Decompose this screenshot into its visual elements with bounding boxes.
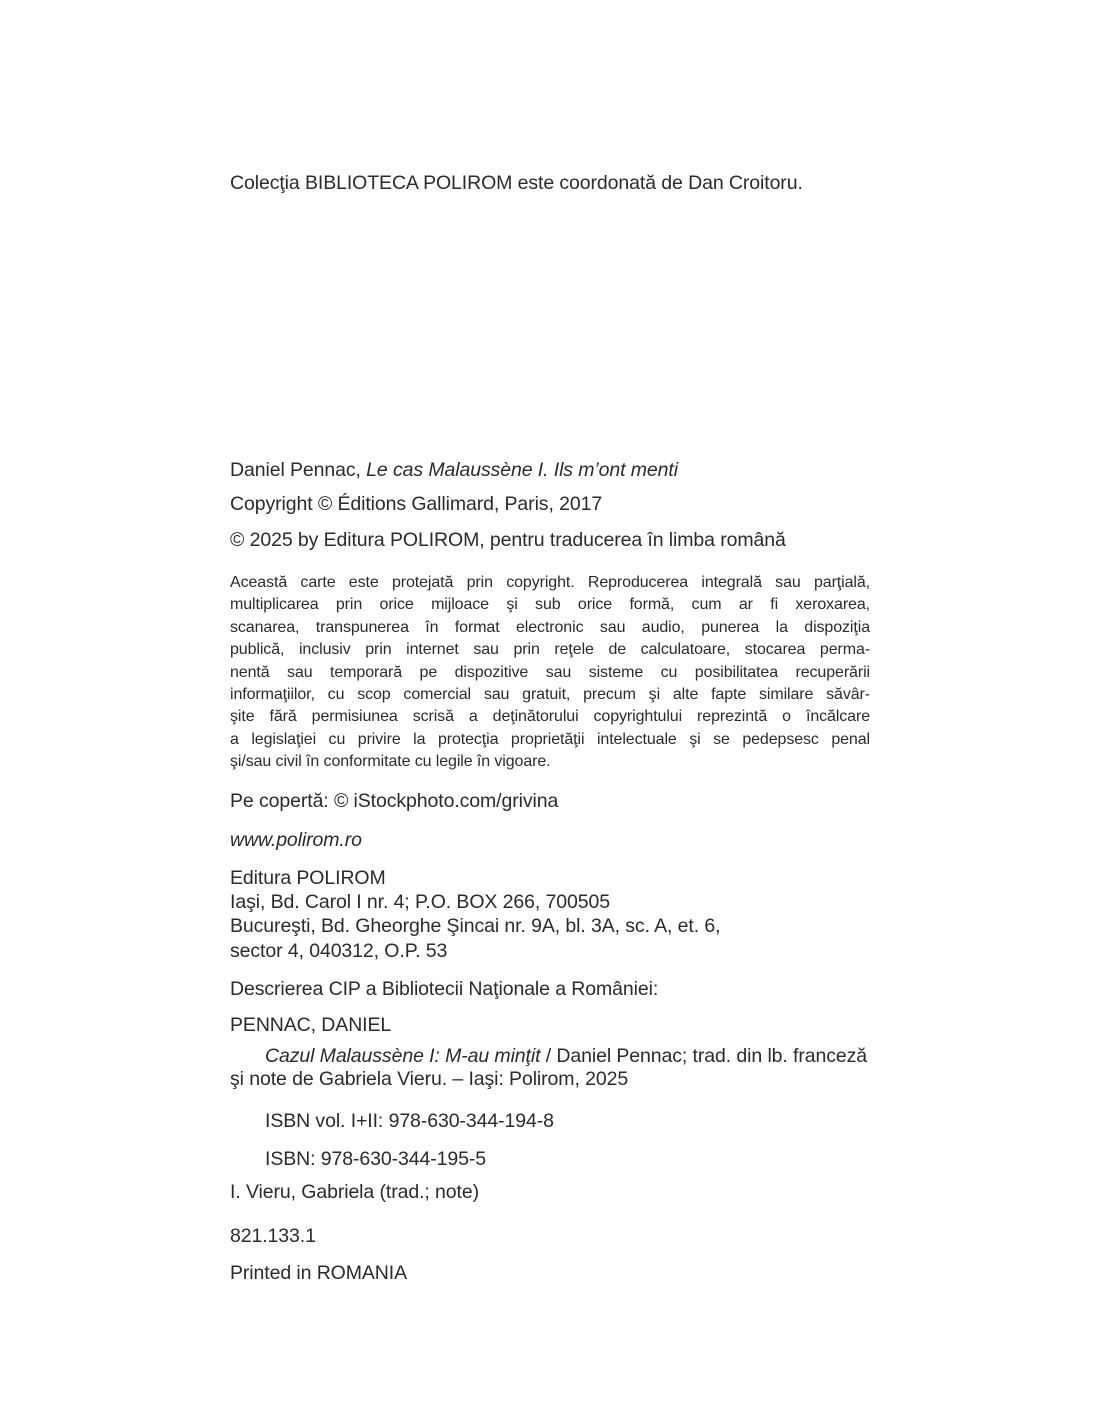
legal-notice (230, 572, 870, 774)
legal-notice-line: scanarea, transpunerea în format electronic sau audio, punerea la dispoziţia (230, 618, 870, 636)
cip-entry-line1 (265, 1044, 867, 1068)
publisher-website: www.polirom.ro (230, 829, 362, 851)
original-title-italic: Le cas Malaussène I. Ils m’ont menti (366, 459, 678, 481)
collection-note: Colecţia BIBLIOTECA POLIROM este coordonată de Dan Croitoru. (230, 172, 803, 194)
cip-title-rest: / Daniel Pennac; trad. din lb. franceză (540, 1045, 868, 1067)
cip-entry-line2: şi note de Gabriela Vieru. – Iaşi: Polirom, 2025 (230, 1068, 629, 1090)
publisher-address-line: Iaşi, Bd. Carol I nr. 4; P.O. BOX 266, 700505 (230, 891, 610, 914)
legal-notice-line: multiplicarea prin orice mijloace şi sub orice formă, cum ar fi xeroxarea, (230, 596, 870, 614)
legal-notice-line: publică, inclusiv prin internet sau prin reţele de calculatoare, stocarea perma- (230, 641, 870, 659)
publisher-address-line: sector 4, 040312, O.P. 53 (230, 939, 448, 962)
copyright-original: Copyright © Éditions Gallimard, Paris, 2017 (230, 493, 603, 515)
publisher-address-line: Bucureşti, Bd. Gheorghe Şincai nr. 9A, bl. 3A, sc. A, et. 6, (230, 915, 721, 938)
isbn-set: ISBN vol. I+II: 978-630-344-194-8 (265, 1110, 554, 1132)
cip-translator-entry: I. Vieru, Gabriela (trad.; note) (230, 1181, 479, 1203)
original-title-prefix: Daniel Pennac, (230, 459, 367, 481)
original-title-line (230, 458, 678, 482)
cip-title-italic: Cazul Malaussène I: M-au minţit (265, 1045, 541, 1067)
cip-author-heading: PENNAC, DANIEL (230, 1014, 392, 1036)
legal-notice-line: Această carte este protejată prin copyright. Reproducerea integrală sau parţială, (230, 574, 870, 591)
publisher-name: Editura POLIROM (230, 867, 386, 889)
legal-notice-line: a legislaţiei cu privire la protecţia proprietăţii intelectuale şi se pedepsesc penal (230, 730, 870, 748)
publisher-block (230, 866, 720, 963)
isbn-volume: ISBN: 978-630-344-195-5 (265, 1148, 487, 1170)
copyright-translation: © 2025 by Editura POLIROM, pentru traducerea în limba română (230, 529, 786, 551)
legal-notice-line: nentă sau temporară pe dispozitive sau sisteme cu posibilitatea recuperării (230, 663, 870, 681)
printed-note: Printed in ROMANIA (230, 1262, 408, 1284)
cip-heading: Descrierea CIP a Bibliotecii Naţionale a României: (230, 978, 659, 1000)
cover-credit: Pe copertă: © iStockphoto.com/grivina (230, 790, 559, 812)
legal-notice-line: şi/sau civil în conformitate cu legile în vigoare. (230, 753, 551, 771)
legal-notice-line: informaţiilor, cu scop comercial sau gratuit, precum şi alte fapte similare săvâr- (230, 685, 870, 703)
legal-notice-line: şite fără permisiunea scrisă a deţinătorului copyrightului reprezintă o încălcare (230, 708, 870, 726)
cip-udc-number: 821.133.1 (230, 1225, 316, 1247)
